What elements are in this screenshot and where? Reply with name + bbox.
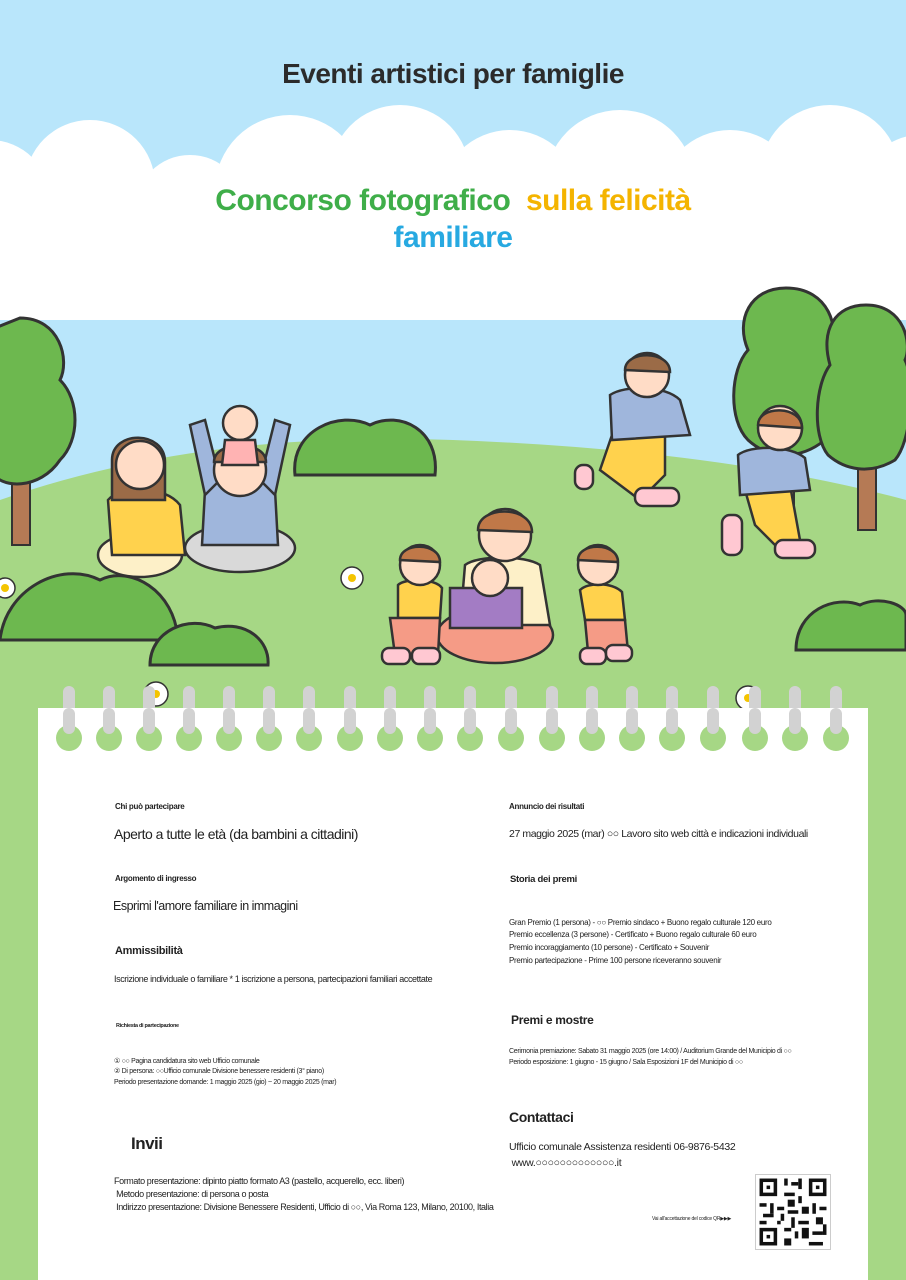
awards-line-3: Premio incoraggiamento (10 persone) - Certificato + Souvenir xyxy=(509,943,710,952)
qr-caption: Vai all'accettazione del codice QR▶▶▶ xyxy=(652,1216,732,1222)
qr-code-icon xyxy=(756,1175,830,1249)
awards-label: Storia dei premi xyxy=(510,874,577,885)
who-label: Chi può partecipare xyxy=(115,802,185,811)
awards-line-4: Premio partecipazione - Prime 100 persone riceveranno souvenir xyxy=(509,956,722,965)
exhibit-label: Premi e mostre xyxy=(511,1013,594,1027)
title-part-1: Concorso fotografico xyxy=(215,184,511,217)
request-line-2: ② Di persona: ○○Ufficio comunale Divisione benessere residenti (3° piano) xyxy=(114,1068,324,1075)
eligibility-value: Iscrizione individuale o familiare * 1 iscrizione a persona, partecipazioni familiari accettate xyxy=(114,974,433,984)
spiral-holes xyxy=(38,708,868,758)
title-part-2: sulla felicità xyxy=(525,184,691,217)
request-label: Richiesta di partecipazione xyxy=(116,1023,179,1029)
title-part-3: familiare xyxy=(393,221,513,254)
results-value: 27 maggio 2025 (mar) ○○ Lavoro sito web città e indicazioni individuali xyxy=(509,828,808,840)
eligibility-label: Ammissibilità xyxy=(115,945,183,957)
submit-label: Invii xyxy=(131,1134,163,1153)
submit-line-2: Metodo presentazione: di persona o posta xyxy=(114,1189,269,1199)
contact-label: Contattaci xyxy=(509,1109,574,1125)
contact-website[interactable]: www.○○○○○○○○○○○○○.it xyxy=(509,1157,622,1169)
contest-title xyxy=(0,182,906,256)
topic-value: Esprimi l'amore familiare in immagini xyxy=(113,899,298,913)
topic-label: Argomento di ingresso xyxy=(115,874,197,883)
request-line-1: ① ○○ Pagina candidatura sito web Ufficio comunale xyxy=(114,1058,260,1065)
awards-line-2: Premio eccellenza (3 persone) - Certificato + Buono regalo culturale 60 euro xyxy=(509,930,757,939)
who-value: Aperto a tutte le età (da bambini a cittadini) xyxy=(114,826,358,842)
submit-line-3: Indirizzo presentazione: Divisione Benessere Residenti, Ufficio di ○○, Via Roma 123, Milano, 20100, Italia xyxy=(114,1202,494,1212)
exhibit-line-2: Periodo esposizione: 1 giugno - 15 giugno / Sala Esposizioni 1F del Municipio di ○○ xyxy=(509,1059,743,1066)
qr-code[interactable] xyxy=(755,1174,831,1250)
exhibit-line-1: Cerimonia premiazione: Sabato 31 maggio 2025 (ore 14:00) / Auditorium Grande del Municipio di ○○ xyxy=(509,1048,792,1055)
event-category-title: Eventi artistici per famiglie xyxy=(282,58,624,89)
request-line-3: Periodo presentazione domande: 1 maggio 2025 (gio) ~ 20 maggio 2025 (mar) xyxy=(114,1079,337,1086)
contact-phone: Ufficio comunale Assistenza residenti 06-9876-5432 xyxy=(509,1141,736,1153)
submit-line-1: Formato presentazione: dipinto piatto formato A3 (pastello, acquerello, ecc. liberi) xyxy=(114,1176,405,1186)
results-label: Annuncio dei risultati xyxy=(509,802,585,811)
awards-line-1: Gran Premio (1 persona) - ○○ Premio sindaco + Buono regalo culturale 120 euro xyxy=(509,918,772,927)
